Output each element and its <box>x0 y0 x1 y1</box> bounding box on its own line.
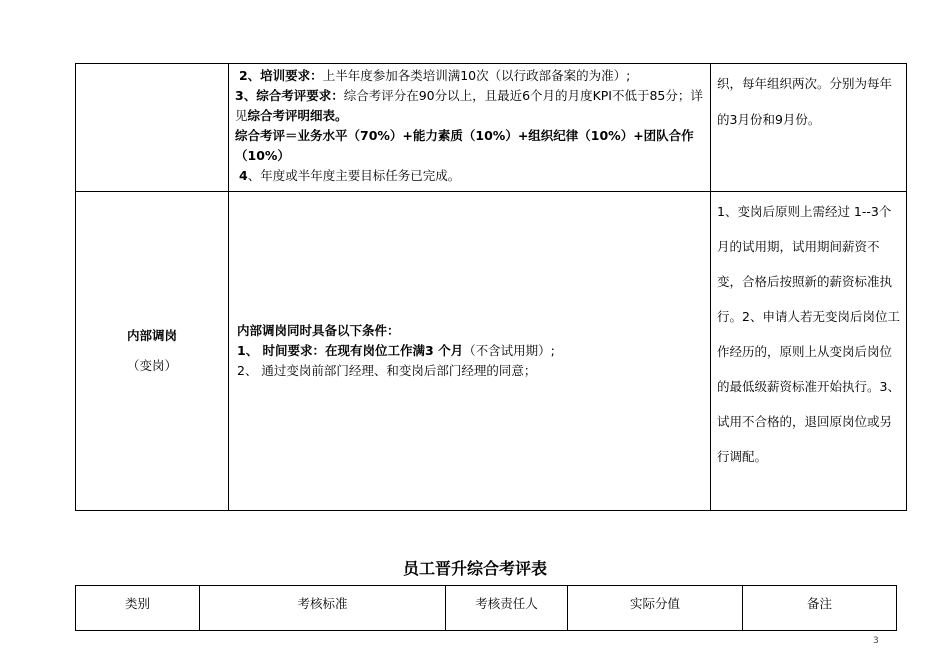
manager-approval-requirement: 2、 通过变岗前部门经理、和变岗后部门经理的同意； <box>237 363 537 378</box>
internal-transfer-subtitle: （变岗） <box>126 358 177 373</box>
time-requirement: 1、 时间要求：在现有岗位工作满3 个月（不含试用期）; <box>237 343 555 358</box>
header-criteria: 考核标准 <box>200 586 446 631</box>
header-actual-score: 实际分值 <box>568 586 743 631</box>
annual-target-requirement: 4、年度或半年度主要目标任务已完成。 <box>238 168 461 183</box>
row1-note-cell: 织，每年组织两次。分别为每年的3月份和9月份。 <box>711 64 907 192</box>
promotion-rules-table <box>75 63 907 511</box>
row2-condition-cell <box>229 192 711 511</box>
table-header-row <box>76 586 897 631</box>
page-number: 3 <box>873 636 879 646</box>
evaluation-requirement: 3、综合考评要求：综合考评分在90分以上，且最近6个月的月度KPI不低于85分；详见综合考评明细表。 <box>235 88 703 123</box>
internal-transfer-title: 内部调岗 <box>126 328 177 343</box>
transfer-conditions-intro: 内部调岗同时具备以下条件： <box>237 323 400 338</box>
training-requirement: 2、培训要求：上半年度参加各类培训满10次（以行政部备案的为准）; <box>238 68 631 83</box>
evaluation-table <box>75 585 897 631</box>
row2-note-cell: 1、变岗后原则上需经过 1--3个月的试用期，试用期间薪资不变，合格后按照新的薪资标准执行。2、申请人若无变岗后岗位工作经历的，原则上从变岗后岗位的最低级薪资标准开始执行。3、试用不合格的，退回原岗位或另行调配。 <box>711 192 907 511</box>
row2-category-cell <box>76 192 229 511</box>
header-responsible: 考核责任人 <box>446 586 568 631</box>
row1-condition-cell <box>229 64 711 192</box>
header-category: 类别 <box>76 586 200 631</box>
header-remarks: 备注 <box>743 586 897 631</box>
evaluation-table-title: 员工晋升综合考评表 <box>402 559 547 578</box>
evaluation-formula: 综合考评＝业务水平（70%）+能力素质（10%）+组织纪律（10%）+团队合作（10%） <box>235 128 694 163</box>
table-row <box>76 192 907 511</box>
table-row <box>76 64 907 192</box>
row1-category-cell <box>76 64 229 192</box>
